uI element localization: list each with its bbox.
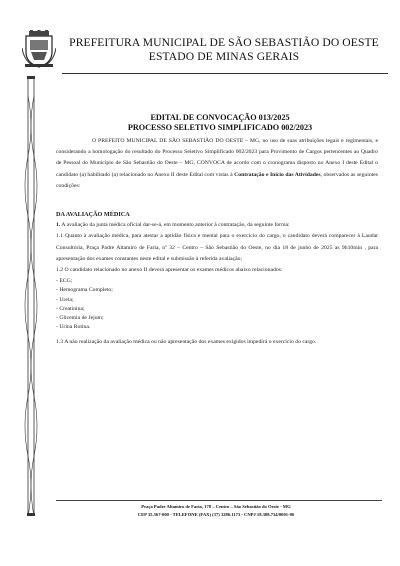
- exam-list: [56, 277, 378, 332]
- edital-title: EDITAL DE CONVOCAÇÃO 013/2025: [150, 113, 290, 122]
- item-1-text: A avaliação da junta médica oficial dar-se-á, em momento anterior à contratação, da seguinte forma:: [60, 222, 290, 229]
- exam-item: - Urina Rotina.: [56, 324, 91, 331]
- header-divider: [62, 73, 388, 74]
- item-1-1: 1.1 Quanto à avaliação médica, para atestar a aptidão física e mental para o exercício do cargo, o candidato deverá comparecer à Laudar Consultoria, Praça Padre Altamiro de Faria, nº 32 – Centro – São Sebastião do Oeste, no dia 18 de junho de 2025 as 9h10min , para apresentação dos exames constantes neste edital e submissão à referida avaliação;: [56, 233, 378, 262]
- item-1-number: 1.: [56, 222, 61, 229]
- exam-item: - Ureia;: [56, 296, 74, 303]
- intro-text: O PREFEITO MUNICIPAL DE SÃO SEBASTIÃO DO OESTE – MG, no uso de suas atribuições legais e regimentais, e considerando a homologação do resultado do Processo Seletivo Simplificado 002/2023 para Provimento de Cargos pertencentes ao Quadro de Pessoal do Município de São Sebastião do Oeste – MG, CONVOCA de acordo com o cronograma disposto no Anexo I deste Edital o candidato (a) habilitado (a) relacionado no Anexo II deste Edital com vistas à: [56, 138, 378, 178]
- header-line-2: ESTADO DE MINAS GERAIS: [148, 50, 300, 63]
- document-body: [56, 136, 378, 349]
- exam-item: - ECG;: [56, 278, 73, 285]
- exam-item: - Hemograma Completo;: [56, 287, 113, 294]
- header-title: [64, 36, 384, 64]
- edital-subtitle: PROCESSO SELETIVO SIMPLIFICADO 002/2023: [127, 123, 313, 132]
- municipal-crest-icon: [22, 30, 56, 68]
- intro-text-end: , observados as seguintes condições:: [56, 171, 378, 189]
- footer: [40, 503, 392, 519]
- header-line-1: PREFEITURA MUNICIPAL DE SÃO SEBASTIÃO DO OESTE: [69, 36, 379, 49]
- item-1: [56, 220, 378, 231]
- footer-address: Praça Padre Altamiro de Faria, 178 – Centro – São Sebastião do Oeste - MG: [141, 504, 291, 509]
- item-1-3: 1.3 A não realização da avaliação médica ou não apresentação dos exames exigidos impedirá o exercício do cargo.: [56, 339, 317, 346]
- left-ornament-icon: [24, 76, 38, 516]
- intro-bold: Contratação e Início das Atividades: [234, 171, 321, 178]
- footer-contact: CEP 35.567-000 - TELEFONE (FAX) (37) 3286.1173 - CNPJ 18.308.734/0001-06: [137, 512, 295, 517]
- edital-heading: [60, 113, 380, 133]
- item-1-2: 1.2 O candidato relacionado no anexo II deverá apresentar os exames médicos abaixo relacionados:: [56, 267, 283, 274]
- intro-paragraph: [56, 136, 378, 192]
- exam-item: - Glicemia de Jejum;: [56, 315, 104, 322]
- footer-divider: [56, 500, 382, 501]
- section-heading: DA AVALIAÇÃO MÉDICA: [56, 211, 130, 219]
- exam-item: - Creatinina;: [56, 305, 85, 312]
